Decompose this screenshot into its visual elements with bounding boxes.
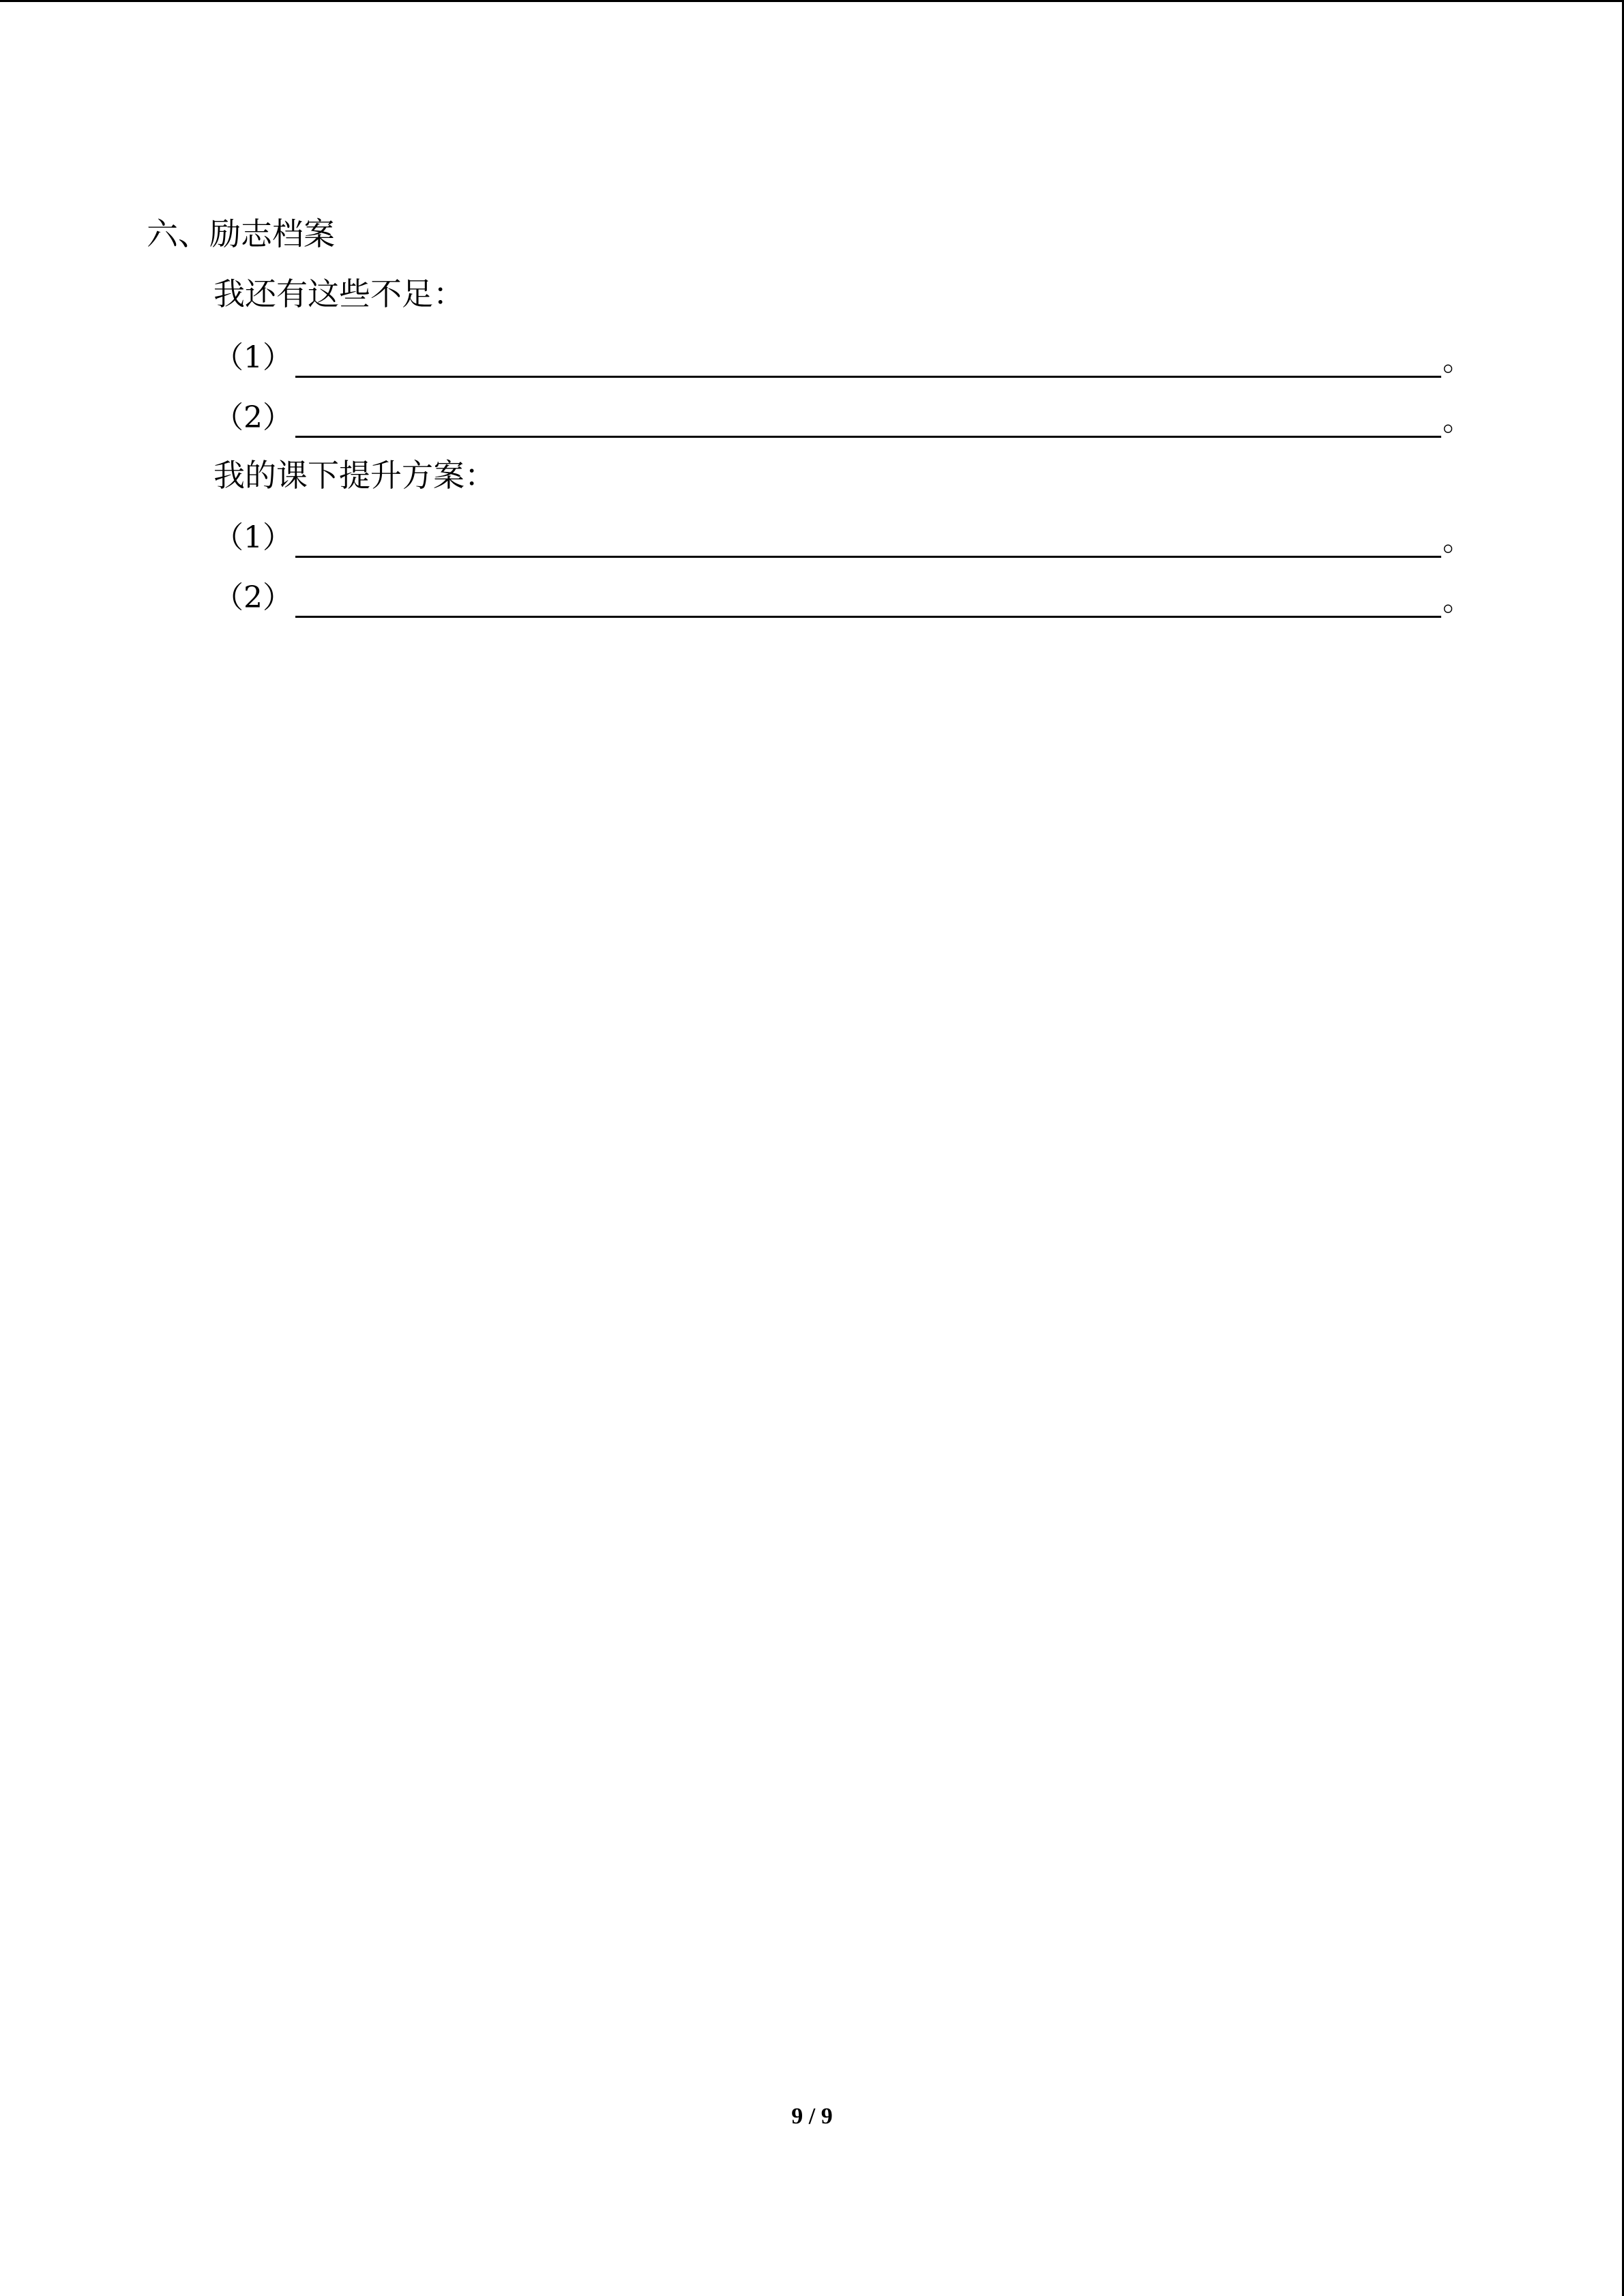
plan-line-2 xyxy=(213,577,1473,625)
shortcoming-period-2: 。 xyxy=(1443,403,1473,438)
plan-answer-blank-1[interactable] xyxy=(295,517,1441,558)
shortcoming-answer-blank-2[interactable] xyxy=(295,397,1441,438)
shortcomings-label: 我还有这些不足： xyxy=(213,275,464,312)
plan-line-1 xyxy=(213,517,1473,565)
plan-number-2: （2） xyxy=(213,580,293,615)
plan-number-1: （1） xyxy=(213,520,293,555)
shortcoming-number-2: （2） xyxy=(213,400,293,435)
section-title: 六、励志档案 xyxy=(147,215,335,252)
plan-period-1: 。 xyxy=(1443,523,1473,558)
shortcoming-answer-blank-1[interactable] xyxy=(295,337,1441,378)
shortcoming-period-1: 。 xyxy=(1443,343,1473,378)
shortcoming-line-1 xyxy=(213,337,1473,385)
page-top-border xyxy=(0,0,1624,2)
plan-answer-blank-2[interactable] xyxy=(295,577,1441,618)
plan-period-2: 。 xyxy=(1443,583,1473,618)
shortcoming-line-2 xyxy=(213,397,1473,445)
plans-label: 我的课下提升方案： xyxy=(213,457,496,494)
shortcoming-number-1: （1） xyxy=(213,340,293,375)
page-number: 9 / 9 xyxy=(791,2104,833,2129)
